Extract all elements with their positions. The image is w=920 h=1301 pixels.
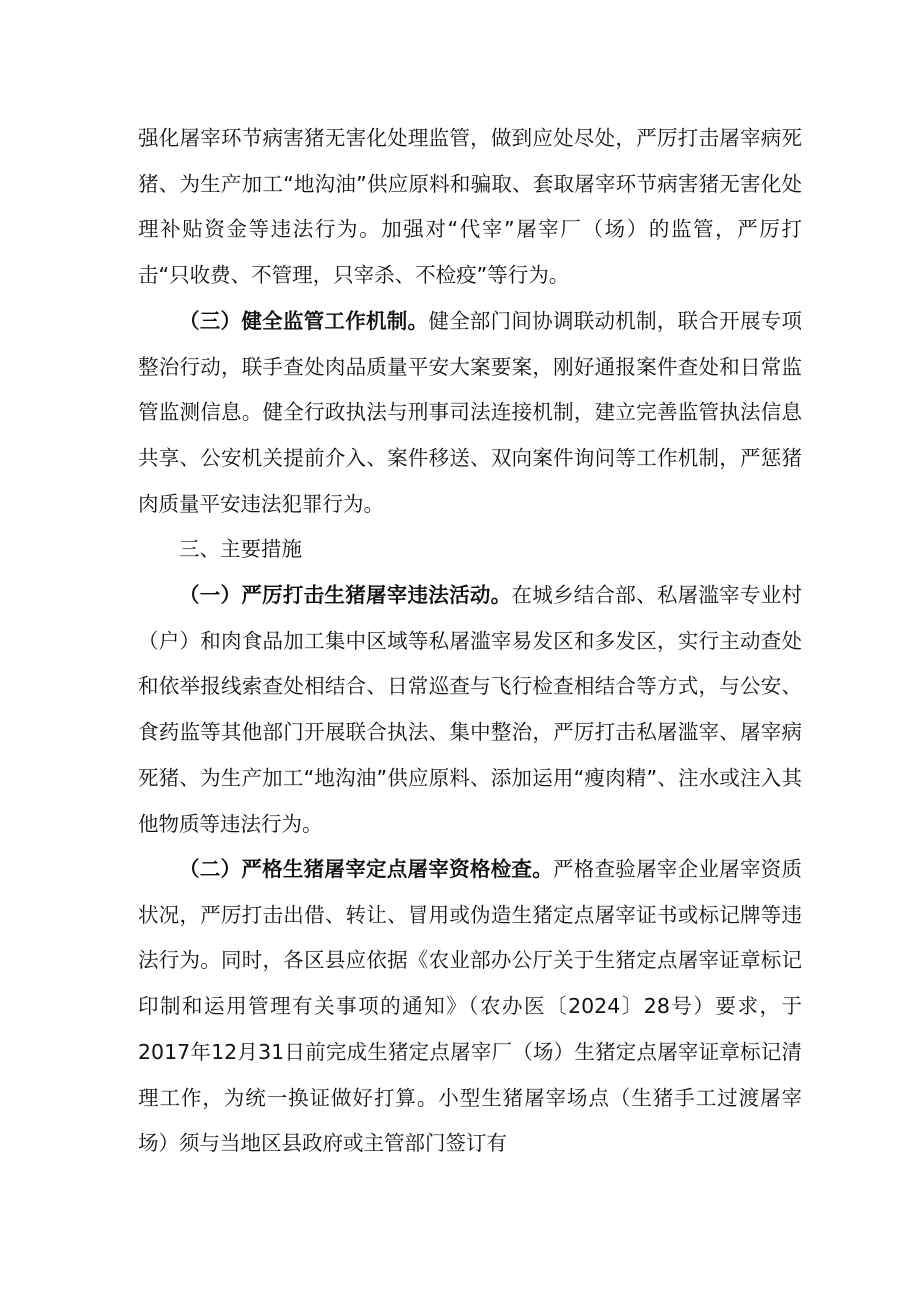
section-heading-3: （三）健全监管工作机制。 <box>179 309 429 333</box>
paragraph-4 <box>138 573 802 847</box>
paragraph-5-text: 严格查验屠宰企业屠宰资质状况，严厉打击出借、转让、冒用或伪造生猪定点屠宰证书或标记牌等违法行为。同时，各区县应依据《农业部办公厅关于生猪定点屠宰证章标记印制和运用管理有关事项的通知》（农办医〔2024〕28号）要求，于2017年12月31日前完成生猪定点屠宰厂（场）生猪定点屠宰证章标记清理工作，为统一换证做好打算。小型生猪屠宰场点（生猪手工过渡屠宰场）须与当地区县政府或主管部门签订有 <box>138 857 803 1156</box>
paragraph-2 <box>138 299 802 528</box>
section-heading-2: （二）严格生猪屠宰定点屠宰资格检查。 <box>179 857 553 881</box>
paragraph-1-text: 强化屠宰环节病害猪无害化处理监管，做到应处尽处，严厉打击屠宰病死猪、为生产加工“地沟油”供应原料和骗取、套取屠宰环节病害猪无害化处理补贴资金等违法行为。加强对“代宰”屠宰厂（场）的监管，严厉打击“只收费、不管理，只宰杀、不检疫”等行为。 <box>138 126 802 288</box>
section-heading-1: （一）严厉打击生猪屠宰违法活动。 <box>179 583 512 607</box>
paragraph-5 <box>138 847 802 1167</box>
section-title-main-measures <box>138 527 802 573</box>
section-title-text: 三、主要措施 <box>179 537 302 561</box>
paragraph-4-text: 在城乡结合部、私屠滥宰专业村（户）和肉食品加工集中区域等私屠滥宰易发区和多发区，实行主动查处和依举报线索查处相结合、日常巡查与飞行检查相结合等方式，与公安、食药监等其他部门开展联合执法、集中整治，严厉打击私屠滥宰、屠宰病死猪、为生产加工“地沟油”供应原料、添加运用“瘦肉精”、注水或注入其他物质等违法行为。 <box>138 583 803 836</box>
paragraph-2-text: 健全部门间协调联动机制，联合开展专项整治行动，联手查处肉品质量平安大案要案，刚好通报案件查处和日常监管监测信息。健全行政执法与刑事司法连接机制，建立完善监管执法信息共享、公安机关提前介入、案件移送、双向案件询问等工作机制，严惩猪肉质量平安违法犯罪行为。 <box>138 309 803 516</box>
paragraph-1 <box>138 116 802 299</box>
